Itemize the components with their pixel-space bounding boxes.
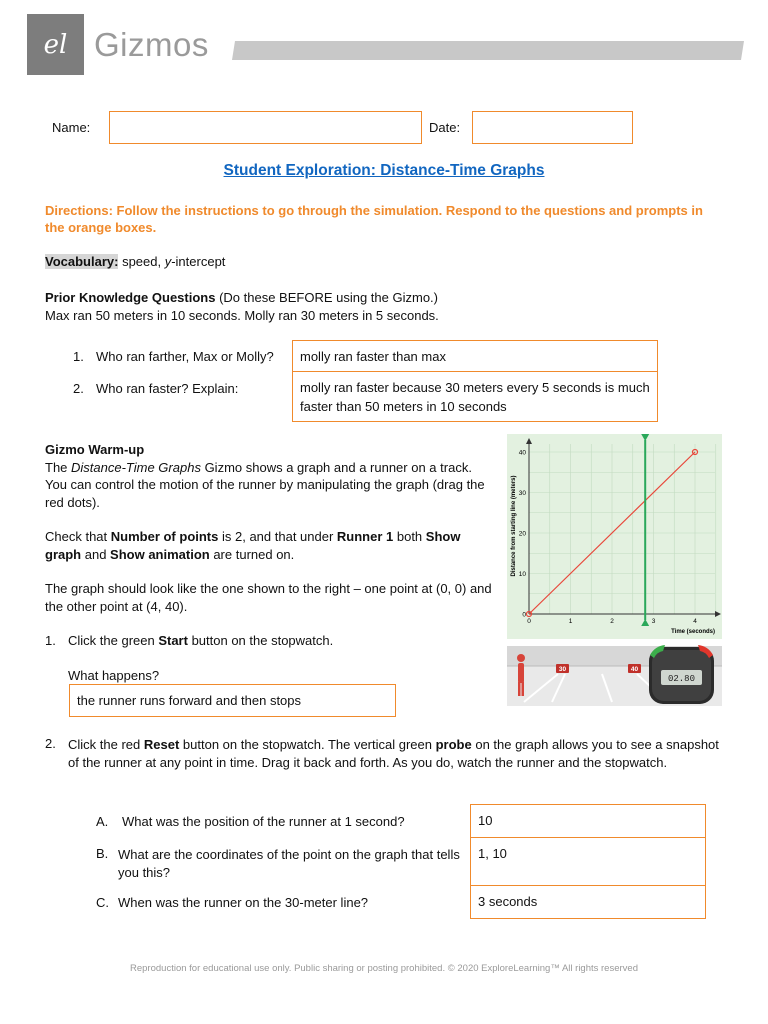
stopwatch-reading: 02.80	[667, 674, 696, 684]
question-2-answer-box[interactable]: molly ran faster because 30 meters every 5 seconds is much faster than 50 meters in 10 seconds	[292, 371, 658, 422]
step-1-number: 1.	[45, 633, 56, 648]
y-tick-label: 10	[518, 571, 526, 578]
graph-y-axis-label: Distance from starting line (meters)	[511, 475, 517, 577]
y-tick-label: 40	[518, 449, 526, 457]
warmup-check-paragraph: Check that Number of points is 2, and that under Runner 1 both Show graph and Show animation are turned on.	[45, 529, 461, 562]
explorelearning-logo: el	[27, 14, 84, 75]
subquestion-c-text: When was the runner on the 30-meter line?	[118, 895, 369, 910]
question-2-text: Who ran faster? Explain:	[96, 381, 239, 396]
x-tick-label: 3	[651, 618, 656, 625]
warmup-graph-paragraph: The graph should look like the one shown to the right – one point at (0, 0) and the other point at (4, 40).	[45, 581, 492, 614]
subquestion-a-answer-box[interactable]: 10	[470, 804, 706, 838]
warmup-heading: Gizmo Warm-up	[45, 442, 145, 457]
subquestion-c-answer-box[interactable]: 3 seconds	[470, 885, 706, 919]
x-tick-label: 2	[610, 618, 614, 625]
warmup-intro: Gizmo Warm-up The Distance-Time Graphs Gizmo shows a graph and a runner on a track. You can control the motion of the runner by manipulating the graph (drag the red dots).	[45, 442, 485, 510]
gizmo-simulation-screenshot	[507, 434, 722, 706]
step-1-text: Click the green Start button on the stopwatch.	[68, 633, 334, 648]
footer-copyright: Reproduction for educational use only. Public sharing or posting prohibited. © 2020 ExploreLearning™ All rights reserved	[130, 963, 638, 974]
question-1-text: Who ran farther, Max or Molly?	[96, 349, 274, 364]
date-label: Date:	[429, 120, 461, 135]
step-1-question: What happens?	[68, 668, 160, 683]
question-1-number: 1.	[73, 349, 84, 364]
graph-background	[507, 434, 722, 639]
subquestion-a-letter: A.	[96, 814, 109, 829]
directions-text: Directions: Follow the instructions to go through the simulation. Respond to the questions and prompts in the orange boxes.	[45, 203, 703, 235]
step-2-number: 2.	[45, 736, 56, 751]
graph-x-axis-label: Time (seconds)	[671, 629, 715, 635]
subquestion-b-text: What are the coordinates of the point on the graph that tells you this?	[118, 847, 460, 880]
svg-text:40: 40	[630, 666, 639, 674]
step-2-text: Click the red Reset button on the stopwatch. The vertical green probe on the graph allows you to see a snapshot of the runner at any point in time. Drag it back and forth. As you do, watch the runner and the stopwatch.	[68, 737, 719, 770]
vocabulary-line: Vocabulary: speed, y-intercept	[45, 254, 226, 269]
x-tick-label: 1	[568, 618, 573, 625]
subquestion-a-text: What was the position of the runner at 1 second?	[122, 814, 405, 829]
y-tick-label: 0	[522, 611, 526, 619]
x-tick-label: 0	[527, 618, 531, 625]
question-1-answer-box[interactable]: molly ran faster than max	[292, 340, 658, 372]
prior-knowledge-scenario: Max ran 50 meters in 10 seconds. Molly ran 30 meters in 5 seconds.	[45, 307, 439, 323]
y-tick-label: 30	[518, 490, 526, 497]
date-field[interactable]	[472, 111, 633, 144]
name-field[interactable]	[109, 111, 422, 144]
page-title: Student Exploration: Distance-Time Graphs	[223, 162, 545, 179]
prior-knowledge-heading: Prior Knowledge Questions	[45, 290, 216, 305]
question-2-number: 2.	[73, 381, 84, 396]
stopwatch	[649, 645, 714, 704]
prior-knowledge-intro: Prior Knowledge Questions (Do these BEFORE using the Gizmo.) Max ran 50 meters in 10 seconds. Molly ran 30 meters in 5 seconds.	[45, 290, 439, 323]
subquestion-b-letter: B.	[96, 846, 109, 861]
subquestion-b-answer-box[interactable]: 1, 10	[470, 837, 706, 886]
header-bar	[232, 41, 744, 60]
y-tick-label: 20	[518, 530, 526, 538]
gizmos-brand: Gizmos	[94, 26, 209, 63]
vocabulary-label: Vocabulary:	[45, 254, 119, 269]
x-tick-label: 4	[693, 618, 697, 625]
name-label: Name:	[52, 120, 91, 135]
step-1-answer-box[interactable]: the runner runs forward and then stops	[69, 684, 396, 717]
svg-text:30: 30	[558, 666, 567, 674]
subquestion-c-letter: C.	[96, 895, 109, 910]
